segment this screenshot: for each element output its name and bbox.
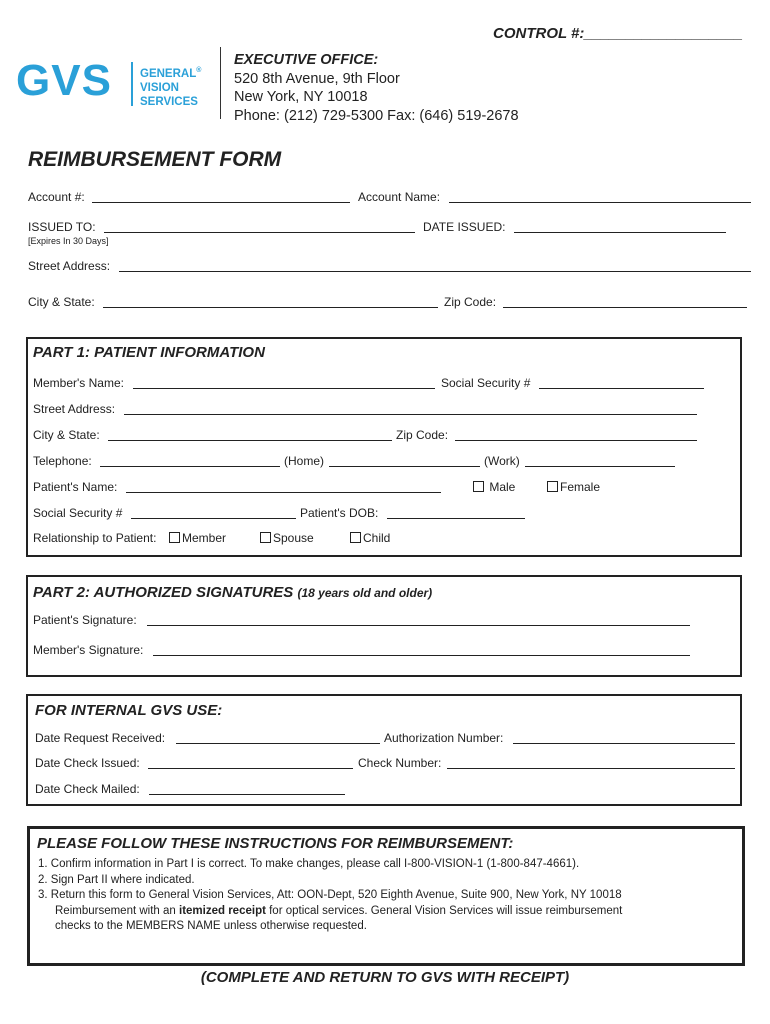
- telephone-extra-field[interactable]: [525, 466, 675, 467]
- header-divider: [220, 47, 221, 119]
- ssn-label: Social Security #: [441, 376, 531, 390]
- issued-to-label: ISSUED TO:: [28, 220, 96, 234]
- p1-city-state-label: City & State:: [33, 428, 100, 442]
- form-title: REIMBURSEMENT FORM: [28, 148, 282, 171]
- office-phone: Phone: (212) 729-5300 Fax: (646) 519-2678: [234, 107, 519, 124]
- instructions-title: PLEASE FOLLOW THESE INSTRUCTIONS FOR REIMBURSEMENT:: [37, 835, 514, 852]
- expires-note: [Expires In 30 Days]: [28, 236, 109, 246]
- instruction-3-cont2: checks to the MEMBERS NAME unless otherwise requested.: [55, 920, 367, 932]
- account-name-field[interactable]: [449, 202, 751, 203]
- office-address1: 520 8th Avenue, 9th Floor: [234, 70, 400, 87]
- logo-line2: VISION: [140, 81, 179, 94]
- logo-text: [140, 64, 201, 109]
- account-name-label: Account Name:: [358, 190, 441, 204]
- instruction-3: 3. Return this form to General Vision Services, Att: OON-Dept, 520 Eighth Avenue, Suite 900, New York, NY 10018: [38, 889, 622, 901]
- instructions-list: [38, 857, 738, 935]
- city-state-field[interactable]: [103, 307, 438, 308]
- p1-street-label: Street Address:: [33, 402, 116, 416]
- account-number-field[interactable]: [92, 202, 350, 203]
- member-signature-label: Member's Signature:: [33, 643, 144, 657]
- home-label: (Home): [284, 454, 325, 468]
- relationship-label: Relationship to Patient:: [33, 531, 157, 545]
- control-label: CONTROL #:: [493, 25, 585, 42]
- female-option[interactable]: [547, 480, 600, 494]
- p1-street-field[interactable]: [124, 414, 697, 415]
- footer-note: (COMPLETE AND RETURN TO GVS WITH RECEIPT): [200, 969, 570, 986]
- patient-signature-field[interactable]: [147, 625, 690, 626]
- telephone-work-field[interactable]: [329, 466, 480, 467]
- members-name-field[interactable]: [133, 388, 435, 389]
- office-block: [234, 51, 519, 125]
- date-check-mailed-field[interactable]: [149, 794, 345, 795]
- issued-to-field[interactable]: [104, 232, 415, 233]
- part1-section: [26, 337, 742, 557]
- office-title: EXECUTIVE OFFICE:: [234, 52, 379, 68]
- instruction-2: 2. Sign Part II where indicated.: [38, 873, 195, 886]
- patient-signature-label: Patient's Signature:: [33, 613, 137, 627]
- zip-code-label: Zip Code:: [444, 295, 497, 309]
- member-checkbox[interactable]: [169, 532, 180, 543]
- instruction-3-cont: Reimbursement with an itemized receipt for optical services. General Vision Services will issue reimbursement: [55, 904, 623, 917]
- child-label: Child: [363, 531, 391, 545]
- logo-divider: [131, 62, 133, 106]
- female-checkbox[interactable]: [547, 481, 558, 492]
- p1-city-state-field[interactable]: [108, 440, 392, 441]
- member-signature-field[interactable]: [153, 655, 690, 656]
- date-request-label: Date Request Received:: [35, 731, 166, 745]
- spouse-checkbox[interactable]: [260, 532, 271, 543]
- p1-zip-label: Zip Code:: [396, 428, 449, 442]
- logo-line3: SERVICES: [140, 95, 198, 108]
- date-check-issued-label: Date Check Issued:: [35, 756, 140, 770]
- ssn2-label: Social Security #: [33, 506, 123, 520]
- city-state-label: City & State:: [28, 295, 95, 309]
- account-number-label: Account #:: [28, 190, 85, 204]
- control-line: ___________________: [584, 25, 743, 42]
- male-option[interactable]: [473, 480, 515, 494]
- child-option[interactable]: [350, 531, 390, 545]
- date-check-mailed-label: Date Check Mailed:: [35, 782, 140, 796]
- member-option[interactable]: [169, 531, 226, 545]
- part2-title-text: PART 2: AUTHORIZED SIGNATURES: [33, 584, 294, 601]
- internal-use-title: FOR INTERNAL GVS USE:: [35, 702, 223, 719]
- gvs-logo: [16, 56, 216, 110]
- instruction-1: 1. Confirm information in Part I is correct. To make changes, please call I-800-VISION-1 (1-800-847-4661).: [38, 858, 580, 870]
- date-issued-label: DATE ISSUED:: [423, 220, 506, 234]
- date-request-field[interactable]: [176, 743, 380, 744]
- member-label: Member: [182, 531, 227, 545]
- telephone-label: Telephone:: [33, 454, 92, 468]
- zip-code-field[interactable]: [503, 307, 747, 308]
- office-address2: New York, NY 10018: [234, 89, 368, 105]
- dob-label: Patient's DOB:: [300, 506, 379, 520]
- itemized-receipt-emphasis: itemized receipt: [179, 904, 266, 917]
- female-label: Female: [560, 480, 601, 494]
- date-check-issued-field[interactable]: [148, 768, 353, 769]
- part2-subtitle: (18 years old and older): [297, 586, 433, 600]
- members-name-label: Member's Name:: [33, 376, 124, 390]
- date-issued-field[interactable]: [514, 232, 726, 233]
- check-number-field[interactable]: [447, 768, 735, 769]
- p1-zip-field[interactable]: [455, 440, 697, 441]
- patients-name-label: Patient's Name:: [33, 480, 118, 494]
- ssn-field[interactable]: [539, 388, 704, 389]
- ssn2-field[interactable]: [131, 518, 296, 519]
- authorization-number-field[interactable]: [513, 743, 735, 744]
- street-address-field[interactable]: [119, 271, 751, 272]
- child-checkbox[interactable]: [350, 532, 361, 543]
- spouse-option[interactable]: [260, 531, 314, 545]
- telephone-home-field[interactable]: [100, 466, 280, 467]
- work-label: (Work): [484, 454, 520, 468]
- part2-title: [33, 584, 432, 601]
- authorization-number-label: Authorization Number:: [384, 731, 504, 745]
- check-number-label: Check Number:: [358, 756, 442, 770]
- control-number: [493, 25, 743, 42]
- male-label: Male: [489, 480, 516, 494]
- spouse-label: Spouse: [273, 531, 314, 545]
- logo-reg: ®: [196, 67, 202, 74]
- dob-field[interactable]: [387, 518, 525, 519]
- patients-name-field[interactable]: [126, 492, 441, 493]
- part1-title: PART 1: PATIENT INFORMATION: [33, 344, 265, 361]
- street-address-label: Street Address:: [28, 259, 111, 273]
- male-checkbox[interactable]: [473, 481, 484, 492]
- logo-mark: GVS: [16, 56, 112, 105]
- logo-line1: GENERAL: [140, 67, 197, 80]
